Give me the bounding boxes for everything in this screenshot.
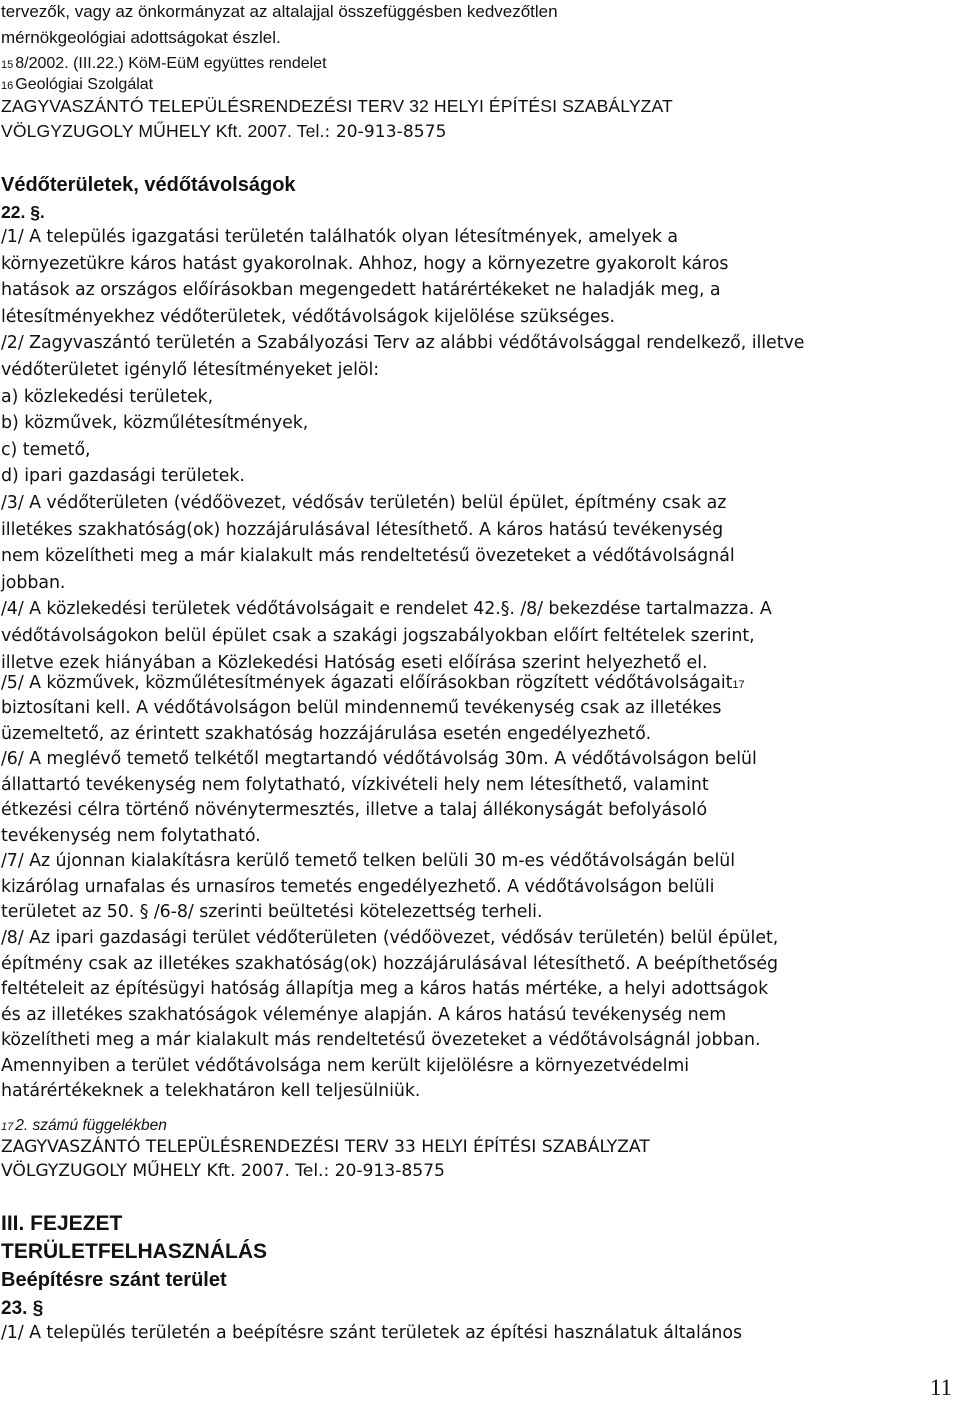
intro-line: mérnökgeológiai adottságokat észlel. [1,28,281,47]
intro-line: tervezők, vagy az önkormányzat az altalajjal összefüggésben kedvezőtlen [1,2,558,21]
paragraph-line: védőtávolságokon belül épület csak a szakági jogszabályokban előírt feltételek szerint, [1,626,755,646]
section-number: 22. §. [1,202,45,222]
paragraph-line: és az illetékes szakhatóságok véleménye alapján. A káros hatású tevékenység nem [1,1004,727,1025]
footnote [1,1117,167,1135]
section-number: 23. § [1,1298,44,1319]
paragraph-line: /1/ A település igazgatási területén találhatók olyan létesítmények, amelyek a [1,227,679,247]
paragraph-line: /2/ Zagyvaszántó területén a Szabályozási Terv az alábbi védőtávolsággal rendelkező, illetve [1,333,805,354]
page-number: 11 [929,1375,952,1400]
footnote [1,76,153,94]
footnote-number: 17 [1,1121,14,1133]
footnote-reference: 17 [732,679,745,691]
running-header-firm: VÖLGYZUGOLY MŰHELY Kft. 2007. Tel.: 20-913-8575 [1,1161,445,1181]
paragraph-line: nem közelítheti meg a már kialakult más rendeltetésű övezeteket a védőtávolságnál [1,546,735,567]
chapter-number: III. FEJEZET [1,1212,123,1235]
paragraph-line: d) ipari gazdasági területek. [1,466,245,487]
paragraph-line: illetve ezek hiányában a Közlekedési Hatóság eseti előírása szerint helyezhető el. [1,652,708,673]
running-header-title: ZAGYVASZÁNTÓ TELEPÜLÉSRENDEZÉSI TERV 33 HELYI ÉPÍTÉSI SZABÁLYZAT [1,1137,650,1157]
paragraph-line: határértékeknek a telekhatáron kell teljesülniük. [1,1081,421,1102]
paragraph-line: /7/ Az újonnan kialakításra kerülő temető telken belüli 30 m-es védőtávolságán belül [1,851,735,872]
paragraph-line: építmény csak az illetékes szakhatóság(ok) hozzájárulásával létesíthető. A beépíthetőség [1,953,779,974]
paragraph-line: jobban. [1,572,66,593]
running-header-title: ZAGYVASZÁNTÓ TELEPÜLÉSRENDEZÉSI TERV 32 HELYI ÉPÍTÉSI SZABÁLYZAT [1,96,673,116]
paragraph-line: állattartó tevékenység nem folytatható, vízkivételi hely nem létesíthető, valamint [1,774,709,795]
footnote-text: Geológiai Szolgálat [15,76,154,93]
paragraph-line: tevékenység nem folytatható. [1,825,261,846]
paragraph-line [1,673,745,693]
paragraph-line: védőterületet igénylő létesítményeket jelöl: [1,360,380,380]
section-title: Védőterületek, védőtávolságok [1,174,296,196]
footnote-number: 15 [1,59,14,71]
paragraph-line: /1/ A település területén a beépítésre szánt területek az építési használatuk általános [1,1323,742,1343]
paragraph-line: b) közművek, közműlétesítmények, [1,413,309,434]
paragraph-line: biztosítani kell. A védőtávolságon belül mindennemű tevékenység csak az illetékes [1,698,722,718]
paragraph-line: /6/ A meglévő temető telkétől megtartandó védőtávolság 30m. A védőtávolságon belül [1,749,757,770]
firm-phone: : 20-913-8575 [324,122,447,142]
running-header-firm [1,121,447,142]
paragraph-line: /3/ A védőterületen (védőövezet, védősáv területén) belül épület, építmény csak az [1,493,727,513]
paragraph-text: /5/ A közművek, közműlétesítmények ágazati előírásokban rögzített védőtávolságait [1,673,733,693]
paragraph-line: a) közlekedési területek, [1,386,214,407]
footnote [1,55,327,73]
paragraph-line: környezetükre káros hatást gyakorolnak. Ahhoz, hogy a környezetre gyakorolt káros [1,253,729,274]
paragraph-line: üzemeltető, az érintett szakhatóság hozzájárulása esetén engedélyezhető. [1,723,652,744]
footnote-text: 2. számú függelékben [15,1117,167,1134]
paragraph-line: illetékes szakhatóság(ok) hozzájárulásával létesíthető. A káros hatású tevékenység [1,519,724,540]
paragraph-line: étkezési célra történő növénytermesztés, illetve a talaj állékonyságát befolyásoló [1,800,708,821]
paragraph-line: hatások az országos előírásokban megengedett határértékeket ne haladják meg, a [1,280,721,301]
firm-name: VÖLGYZUGOLY MŰHELY Kft. 2007. Tel. [1,121,325,141]
footnote-number: 16 [1,80,14,92]
paragraph-line: kizárólag urnafalas és urnasíros temetés engedélyezhető. A védőtávolságon belüli [1,876,715,897]
paragraph-line: közelítheti meg a már kialakult más rendeltetésű övezeteket a védőtávolságnál jobban. [1,1030,761,1051]
paragraph-line: /8/ Az ipari gazdasági terület védőterületen (védőövezet, védősáv területén) belül épület, [1,927,779,948]
paragraph-line: Amennyiben a terület védőtávolsága nem került kijelölésre a környezetvédelmi [1,1055,690,1076]
paragraph-line: c) temető, [1,439,91,460]
paragraph-line: területet az 50. § /6-8/ szerinti beültetési kötelezettség terheli. [1,902,543,923]
paragraph-line: feltételeit az építésügyi hatóság állapítja meg a káros hatás mértéke, a helyi adottságok [1,979,769,1000]
chapter-title: TERÜLETFELHASZNÁLÁS [1,1240,267,1263]
paragraph-line: /4/ A közlekedési területek védőtávolságait e rendelet 42.§. /8/ bekezdése tartalmazza. A [1,599,772,620]
paragraph-line: létesítményekhez védőterületek, védőtávolságok kijelölése szükséges. [1,306,615,327]
chapter-subtitle: Beépítésre szánt terület [1,1269,227,1291]
footnote-text: 8/2002. (III.22.) KöM-EüM együttes rendelet [15,55,327,72]
